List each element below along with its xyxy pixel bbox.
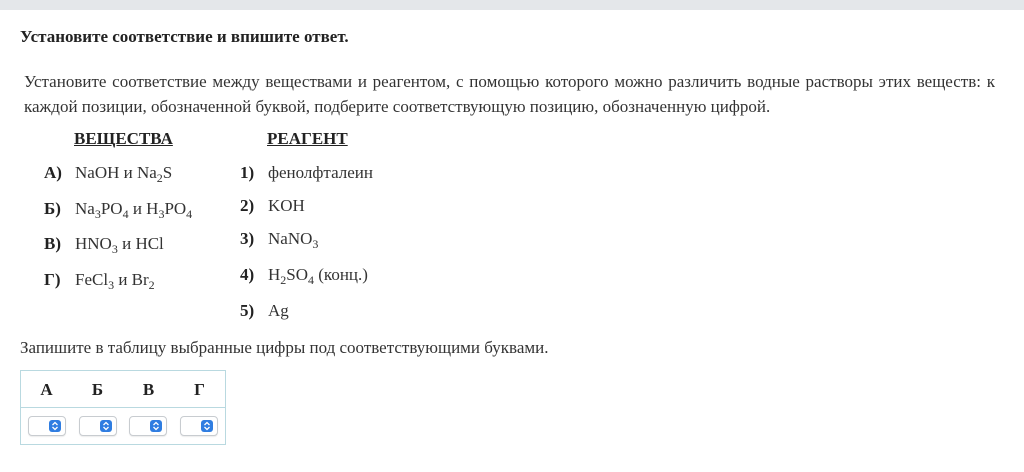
reagent-column-header: РЕАГЕНТ [267, 129, 348, 148]
formula-subscript: 3 [108, 278, 115, 292]
substance-label: В) [44, 234, 61, 253]
chevron-up-down-icon [100, 420, 112, 432]
reagent-label: 1) [240, 163, 255, 182]
formula-subscript: 3 [158, 207, 165, 221]
substance-item-g [44, 270, 155, 290]
substance-label: Г) [44, 270, 61, 289]
substance-item-v [44, 234, 164, 254]
answer-instruction: Запишите в таблицу выбранные цифры под соответствующими буквами. [20, 338, 549, 357]
formula-subscript: 4 [122, 207, 129, 221]
task-heading: Установите соответствие и впишите ответ. [20, 27, 349, 46]
substance-label: Б) [44, 199, 61, 218]
reagent-formula: NaNO$_3$ [268, 229, 319, 251]
reagent-item-2 [240, 196, 305, 216]
reagent-label: 5) [240, 301, 255, 320]
formula-subscript: 4 [186, 207, 193, 221]
chevron-up-down-icon [150, 420, 162, 432]
chevron-up-down-icon [49, 420, 61, 432]
answer-header-v: В [142, 380, 155, 399]
answer-select-v[interactable] [129, 416, 167, 436]
top-bar [0, 0, 1024, 10]
answer-select-a[interactable] [28, 416, 66, 436]
answer-header-b: Б [91, 380, 104, 399]
reagent-item-4 [240, 265, 368, 285]
reagent-label: 3) [240, 229, 255, 248]
answer-table [20, 370, 226, 445]
reagent-formula: фенолфталеин [268, 163, 373, 182]
reagent-label: 2) [240, 196, 255, 215]
reagent-formula: Ag [268, 301, 289, 320]
formula-subscript: 3 [111, 242, 118, 256]
substance-label: А) [44, 163, 62, 182]
substance-formula: FeCl$_3$ и $Br_2$ [75, 270, 155, 292]
reagent-item-1 [240, 163, 373, 183]
answer-select-g[interactable] [180, 416, 218, 436]
reagent-formula: KOH [268, 196, 305, 215]
substances-column-header: ВЕЩЕСТВА [74, 129, 173, 148]
answer-select-b[interactable] [79, 416, 117, 436]
formula-subscript: 2 [148, 278, 155, 292]
reagent-item-5 [240, 301, 289, 321]
substance-item-a [44, 163, 172, 183]
answer-header-g: Г [194, 380, 205, 399]
answer-header-a: А [40, 380, 53, 399]
formula-subscript: 4 [308, 273, 315, 287]
formula-subscript: 2 [156, 171, 163, 185]
chevron-up-down-icon [201, 420, 213, 432]
substance-item-b [44, 199, 192, 219]
reagent-formula: $H_2SO_4$ (конц.) [268, 265, 368, 287]
reagent-label: 4) [240, 265, 255, 284]
formula-subscript: 3 [94, 207, 101, 221]
answer-table-divider [21, 407, 225, 408]
substance-formula: NaOH и $Na_2S$ [75, 163, 173, 185]
substance-formula: $HNO_3$ и HCl [75, 234, 164, 256]
substance-formula: $Na_3PO_4$ и $H_3PO_4$ [75, 199, 193, 221]
formula-subscript: 2 [280, 273, 287, 287]
reagent-item-3 [240, 229, 318, 249]
formula-subscript: 3 [312, 237, 319, 251]
task-instruction: Установите соответствие между веществами и реагентом, с помощью которого можно различить водные растворы этих веществ: к каждой позиции, обозначенной буквой, подберите соответствующую позицию, обозначенную цифрой. [24, 72, 995, 116]
